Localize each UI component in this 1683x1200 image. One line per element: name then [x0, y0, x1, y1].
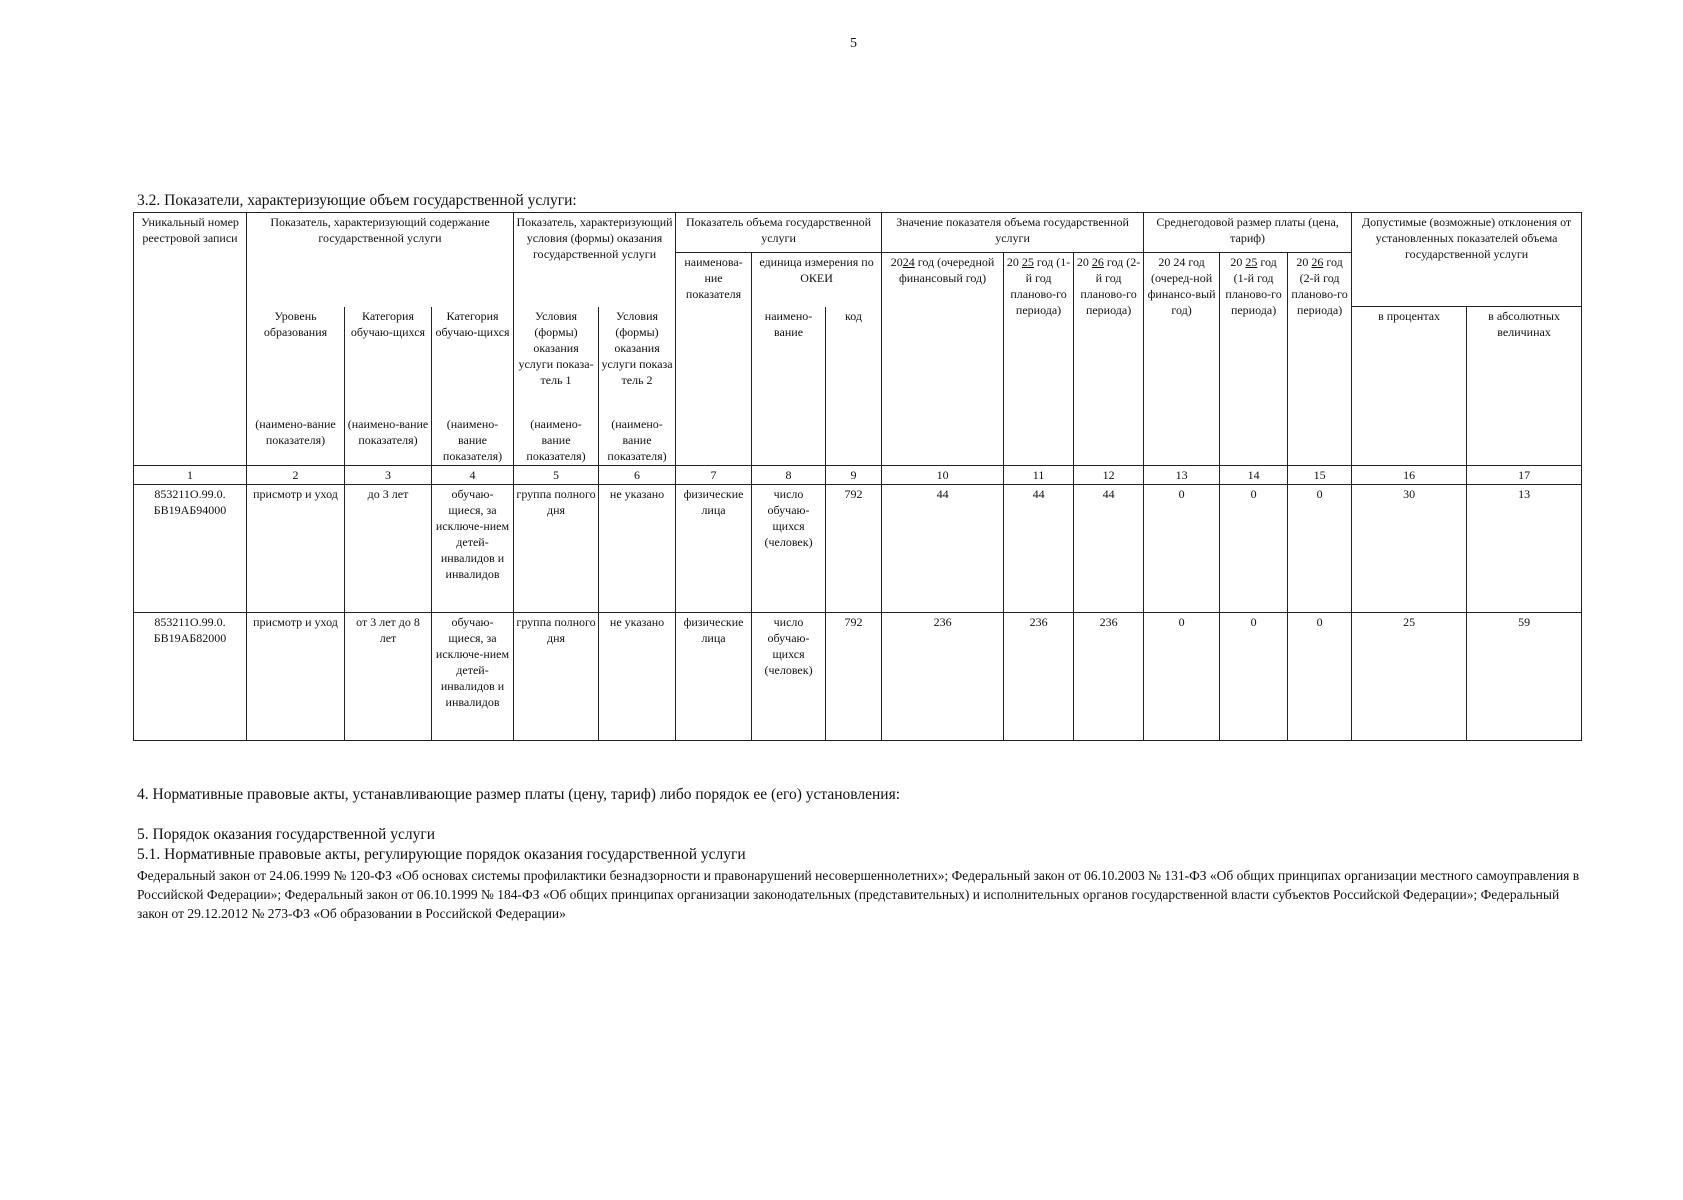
column-number: 8: [752, 465, 826, 484]
table-cell: 236: [1004, 612, 1074, 740]
column-number: 5: [514, 465, 599, 484]
table-cell: 44: [882, 484, 1004, 612]
column-number: 14: [1220, 465, 1288, 484]
table-cell: 13: [1467, 484, 1582, 612]
header-volume-value: Значение показателя объема государственной услуги: [882, 213, 1144, 253]
column-numbers-row: [134, 465, 1582, 484]
column-number: 7: [676, 465, 752, 484]
table-cell: 792: [826, 484, 882, 612]
table-cell: 59: [1467, 612, 1582, 740]
header-year-2025: 20 25 год (1-й год планово-го периода): [1004, 253, 1074, 466]
table-cell: физические лица: [676, 612, 752, 740]
table-cell: 44: [1074, 484, 1144, 612]
column-number: 3: [345, 465, 432, 484]
header-fee-2024: 20 24 год (очеред-ной финансо-вый год): [1144, 253, 1220, 466]
header-indicator-name: наименова-ние показателя: [676, 253, 752, 466]
header-deviations: Допустимые (возможные) отклонения от установленных показателей объема государственной услуги: [1352, 213, 1582, 307]
table-cell: не указано: [599, 612, 676, 740]
header-level: Уровень образования: [247, 307, 345, 415]
column-number: 12: [1074, 465, 1144, 484]
header-unit-name: наимено-вание: [752, 307, 826, 466]
header-content-indicator: Показатель, характеризующий содержание государственной услуги: [247, 213, 514, 307]
column-number: 4: [432, 465, 514, 484]
header-fee-2026: 20 26 год (2-й год планово-го периода): [1288, 253, 1352, 466]
table-cell: 0: [1288, 484, 1352, 612]
column-number: 16: [1352, 465, 1467, 484]
table-row: [134, 612, 1582, 740]
table-cell: от 3 лет до 8 лет: [345, 612, 432, 740]
header-year-2024: 2024 год (очередной финансовый год): [882, 253, 1004, 466]
header-year-2026: 20 26 год (2-й год планово-го периода): [1074, 253, 1144, 466]
header-subname: (наимено-вание показателя): [432, 415, 514, 466]
table-cell: 0: [1288, 612, 1352, 740]
page-number: 5: [850, 36, 857, 51]
legal-acts-text: Федеральный закон от 24.06.1999 № 120-ФЗ «Об основах системы профилактики безнадзорности и правонарушений несовершеннолетних»; Федеральный закон от 06.10.2003 № 131-ФЗ «Об общих принципах организации местного самоуправления в Российской Федерации»; Федеральный закон от 06.10.1999 № 184-ФЗ «Об общих принципах организации законодательных (представительных) и исполнительных органов государственной власти субъектов Российской Федерации»; Федеральный закон от 29.12.2012 № 273-ФЗ «Об образовании в Российской Федерации»: [137, 868, 1580, 921]
table-cell: 25: [1352, 612, 1467, 740]
table-cell: 0: [1220, 612, 1288, 740]
header-registry-number: Уникальный номер реестровой записи: [134, 213, 247, 466]
header-condition-1: Условия (формы) оказания услуги показа-тель 1: [514, 307, 599, 415]
table-cell: 792: [826, 612, 882, 740]
header-subname: (наимено-вание показателя): [247, 415, 345, 466]
table-cell: присмотр и уход: [247, 612, 345, 740]
header-condition-2: Условия (формы) оказания услуги показа тель 2: [599, 307, 676, 415]
column-number: 6: [599, 465, 676, 484]
registry-number-cell: 853211О.99.0. БВ19АБ94000: [134, 484, 247, 612]
column-number: 1: [134, 465, 247, 484]
table-cell: обучаю-щиеся, за исключе-нием детей-инвалидов и инвалидов: [432, 484, 514, 612]
section-4-heading: 4. Нормативные правовые акты, устанавливающие размер платы (цену, тариф) либо порядок ее (его) установления:: [137, 786, 901, 803]
column-number: 15: [1288, 465, 1352, 484]
table-cell: физические лица: [676, 484, 752, 612]
section-5-1-heading: 5.1. Нормативные правовые акты, регулирующие порядок оказания государственной услуги: [137, 846, 746, 863]
header-subname: (наимено-вание показателя): [514, 415, 599, 466]
header-category-1: Категория обучаю-щихся: [345, 307, 432, 415]
column-number: 11: [1004, 465, 1074, 484]
table-cell: 30: [1352, 484, 1467, 612]
registry-number-cell: 853211О.99.0. БВ19АБ82000: [134, 612, 247, 740]
header-conditions-indicator: Показатель, характеризующий условия (формы) оказания государственной услуги: [514, 213, 676, 307]
table-cell: 236: [1074, 612, 1144, 740]
header-percent: в процентах: [1352, 307, 1467, 466]
section-title: 3.2. Показатели, характеризующие объем государственной услуги:: [137, 192, 577, 209]
table-cell: 0: [1144, 484, 1220, 612]
header-volume-indicator: Показатель объема государственной услуги: [676, 213, 882, 253]
table-cell: группа полного дня: [514, 484, 599, 612]
header-category-2: Категория обучаю-щихся: [432, 307, 514, 415]
table-cell: обучаю-щиеся, за исключе-нием детей-инвалидов и инвалидов: [432, 612, 514, 740]
table-cell: число обучаю-щихся (человек): [752, 612, 826, 740]
header-absolute: в абсолютных величинах: [1467, 307, 1582, 466]
table-cell: группа полного дня: [514, 612, 599, 740]
column-number: 2: [247, 465, 345, 484]
table-row: [134, 484, 1582, 612]
column-number: 17: [1467, 465, 1582, 484]
column-number: 10: [882, 465, 1004, 484]
volume-indicators-table: [133, 212, 1582, 741]
header-subname: (наимено-вание показателя): [599, 415, 676, 466]
header-subname: (наимено-вание показателя): [345, 415, 432, 466]
table-cell: 0: [1144, 612, 1220, 740]
header-unit-code: код: [826, 307, 882, 466]
header-average-fee: Среднегодовой размер платы (цена, тариф): [1144, 213, 1352, 253]
table-cell: не указано: [599, 484, 676, 612]
table-cell: 236: [882, 612, 1004, 740]
section-5-heading: 5. Порядок оказания государственной услуги: [137, 826, 435, 843]
header-fee-2025: 20 25 год (1-й год планово-го периода): [1220, 253, 1288, 466]
column-number: 9: [826, 465, 882, 484]
table-cell: число обучаю-щихся (человек): [752, 484, 826, 612]
header-okei-unit: единица измерения по ОКЕИ: [752, 253, 882, 307]
column-number: 13: [1144, 465, 1220, 484]
table-cell: 44: [1004, 484, 1074, 612]
table-cell: до 3 лет: [345, 484, 432, 612]
table-cell: 0: [1220, 484, 1288, 612]
table-cell: присмотр и уход: [247, 484, 345, 612]
